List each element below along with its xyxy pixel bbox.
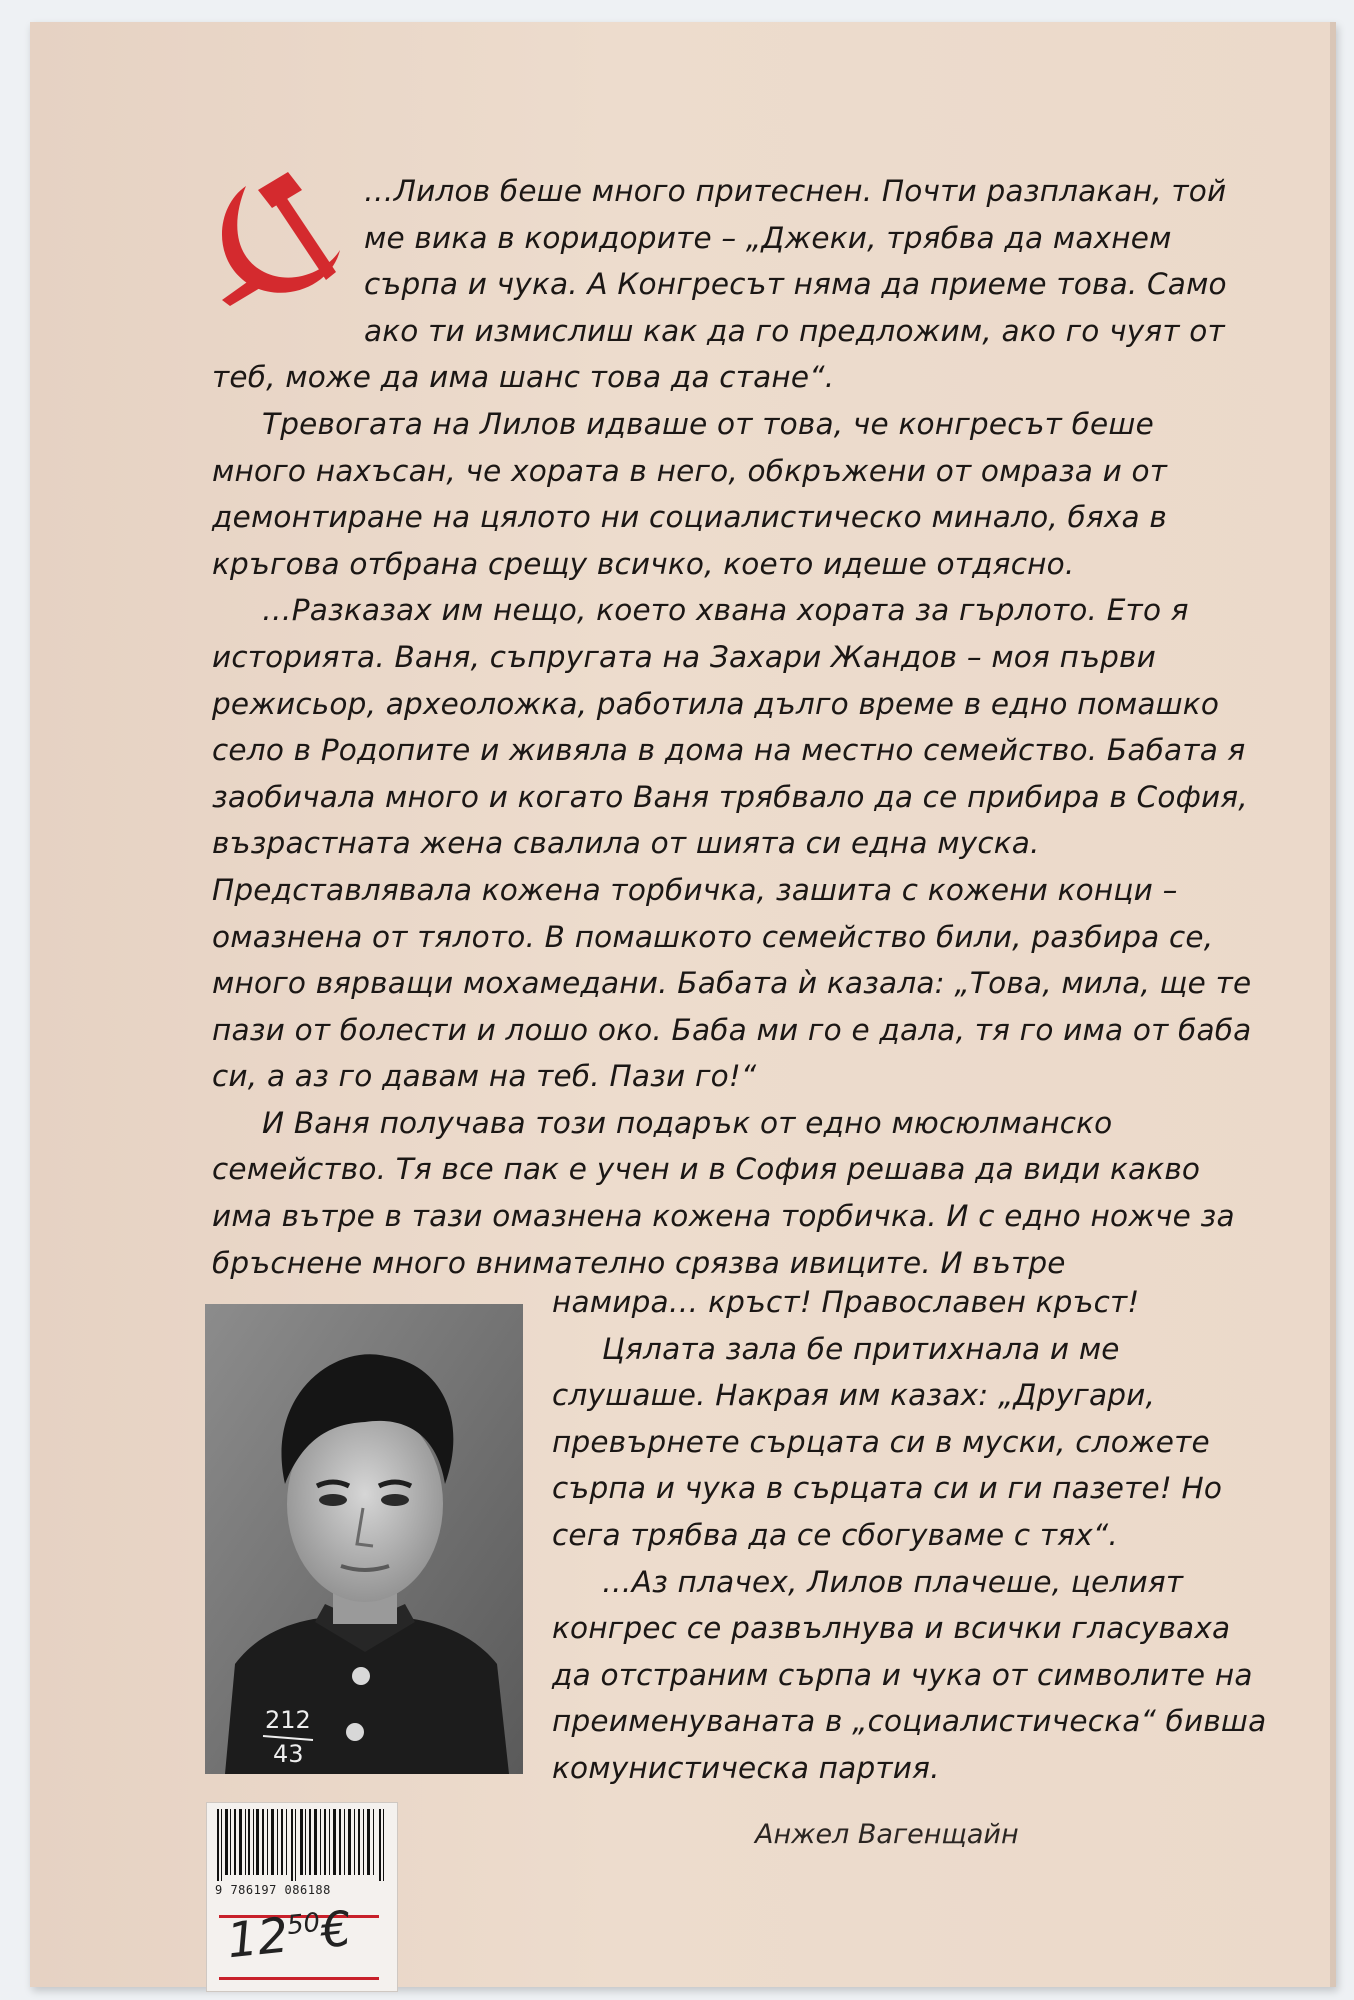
- paragraph-5: Цялата зала бе притихнала и ме слушаше. Накрая им казах: „Другари, превърнете сърцата си в муски, сложете сърпа и чука в сърцата си и ги пазете! Но сега трябва да се сбогуваме с тях“.: [552, 1331, 1223, 1552]
- paragraph-1: …Лилов беше много притеснен. Почти разплакан, той ме вика в коридорите – „Джеки, трябва да махнем сърпа и чука. А Конгресът няма да приеме това. Само ако ти измислиш как да го предложим, ако го чуят от теб, може да има шанс това да стане“.: [212, 174, 1227, 395]
- book-back-cover: [30, 22, 1336, 1987]
- price-value: 12: [224, 1907, 292, 1970]
- price-label: [224, 1901, 354, 1970]
- paragraph-6: …Аз плачех, Лилов плачеше, целият конгрес се развълнува и всички гласуваха да отстраним сърпа и чука от символите на преименуваната в „социалистическа“ бивша комунистическа партия.: [552, 1564, 1267, 1785]
- photo-number-top: 212: [265, 1706, 311, 1734]
- price-currency: €: [318, 1900, 355, 1960]
- portrait-image: [205, 1304, 523, 1774]
- barcode-icon: [215, 1809, 387, 1881]
- paragraph-3: …Разказах им нещо, което хвана хората за гърлото. Ето я историята. Ваня, съпругата на Захари Жандов – моя първи режисьор, археоложка, работила дълго време в едно помашко село в Родопите и живяла в дома на местно семейство. Бабата я заобичала много и когато Ваня трябвало да се прибира в София, възрастната жена свалила от шията си една муска. Представлявала кожена торбичка, зашита с кожени конци – омазнена от тялото. В помашкото семейство били, разбира се, много вярващи мохамедани. Бабата ѝ казала: „Това, мила, ще те пази от болести и лошо око. Баба ми го е дала, тя го има от баба си, а аз го давам на теб. Пази го!“: [212, 593, 1252, 1094]
- paragraph-2: Тревогата на Лилов идваше от това, че конгресът беше много нахъсан, че хората в него, обкръжени от омраза и от демонтиране на цялото ни социалистическо минало, бяха в кръгова отбрана срещу всичко, което идеше отдясно.: [212, 406, 1168, 581]
- photo-number-bottom: 43: [273, 1740, 304, 1768]
- barcode-number: 9 786197 086188: [215, 1883, 331, 1897]
- price-superscript: 50: [285, 1907, 322, 1942]
- portrait-photo: [205, 1304, 523, 1774]
- paragraph-4-continued: намира… кръст! Православен кръст!: [552, 1285, 1140, 1319]
- hammer-and-sickle-icon: [206, 168, 354, 308]
- barcode-sticker: [206, 1802, 398, 1992]
- quote-text-continued: [552, 1279, 1272, 1792]
- quote-text: [212, 168, 1252, 1286]
- paragraph-4: И Ваня получава този подарък от едно мюсюлманско семейство. Тя все пак е учен и в София решава да види какво има вътре в тази омазнена кожена торбичка. И с едно ножче за бръснене много внимателно срязва ивиците. И вътре: [212, 1105, 1235, 1280]
- price-underline-bottom: [219, 1977, 379, 1980]
- author-signature: Анжел Вагенщайн: [755, 1819, 1019, 1850]
